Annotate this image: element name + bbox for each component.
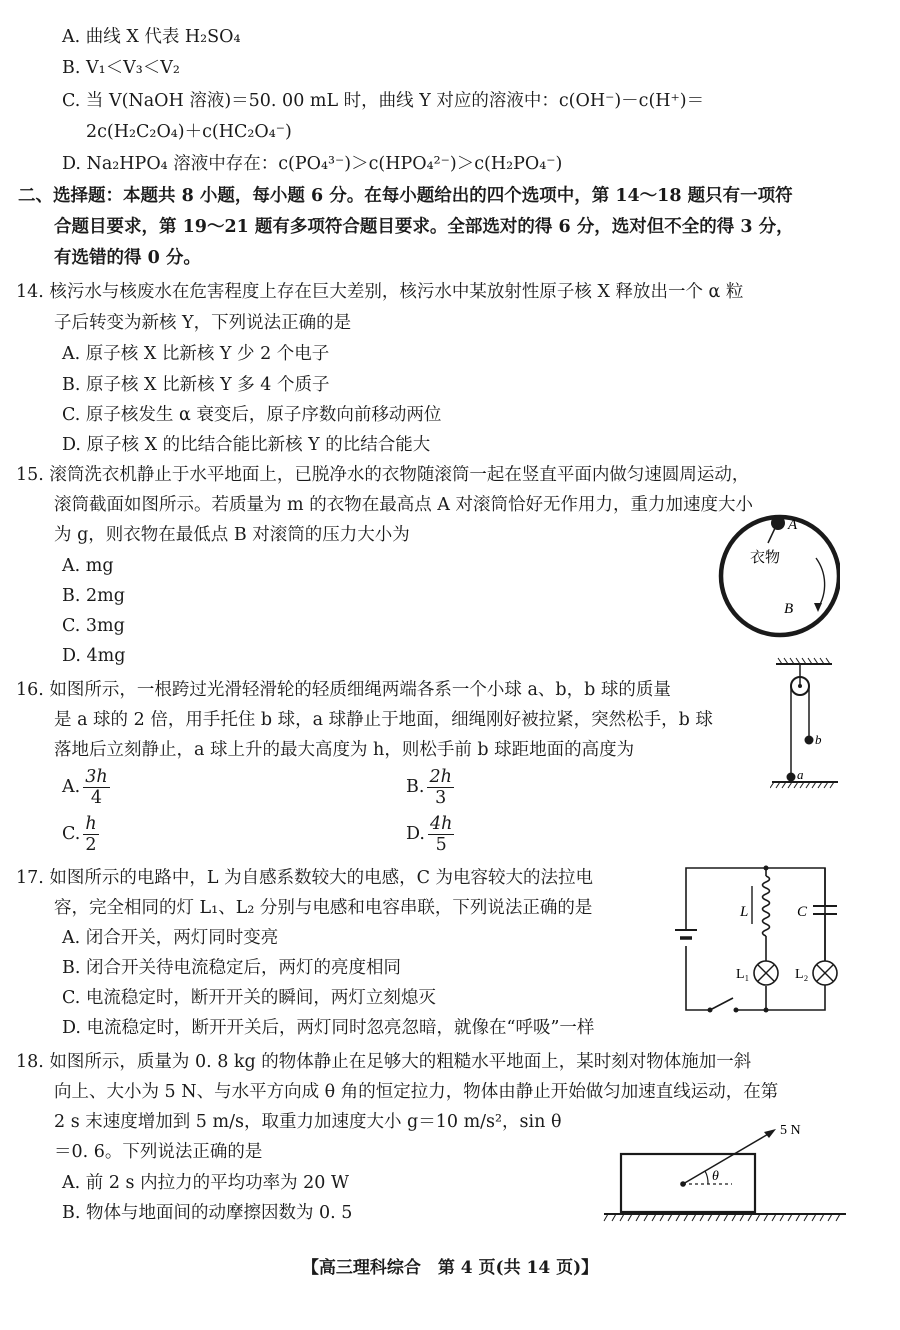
- q15-option-b: B. 2mg: [62, 586, 125, 606]
- q15-stem-line3: 为 g，则衣物在最低点 B 对滚筒的压力大小为: [54, 525, 410, 545]
- q16-option-d: D. $\frac{4h}{5}$: [406, 814, 453, 855]
- q16-pulley-figure: [770, 656, 848, 796]
- lamp-l1: [754, 961, 778, 985]
- q14-option-d: D. 原子核 X 的比结合能比新核 Y 的比结合能大: [62, 435, 431, 455]
- q13-option-d: D. Na₂HPO₄ 溶液中存在：c(PO₄³⁻)＞c(HPO₄²⁻)＞c(H₂PO₄⁻): [62, 154, 563, 174]
- q17-circuit-figure: [670, 858, 852, 1018]
- rotation-arrow: [816, 558, 825, 608]
- force-arrow: [683, 1133, 770, 1184]
- inductor-coil: [763, 876, 770, 936]
- q16-stem-line1: 16. 如图所示，一根跨过光滑轻滑轮的轻质细绳两端各系一个小球 a、b，b 球的质量: [16, 680, 671, 700]
- q18-stem-line2: 向上、大小为 5 N、与水平方向成 θ 角的恒定拉力，物体由静止开始做匀加速直线运动，在第: [54, 1082, 779, 1102]
- label-clothes: 衣物: [750, 548, 781, 566]
- q17-option-a: A. 闭合开关，两灯同时变亮: [62, 928, 279, 948]
- q15-drum-figure: [718, 500, 840, 650]
- label-l1: L₁: [736, 967, 750, 982]
- q16-stem-line2: 是 a 球的 2 倍，用手托住 b 球，a 球静止于地面，细绳刚好被拉紧，突然松手，b 球: [54, 710, 713, 730]
- q18-stem-line4: ＝0. 6。下列说法正确的是: [54, 1142, 263, 1162]
- q13-option-c-line2: 2c(H₂C₂O₄)＋c(HC₂O₄⁻): [86, 122, 292, 142]
- label-c: C: [797, 904, 808, 920]
- q14-option-c: C. 原子核发生 α 衰变后，原子序数向前移动两位: [62, 405, 442, 425]
- q17-option-c: C. 电流稳定时，断开开关的瞬间，两灯立刻熄灭: [62, 988, 436, 1008]
- label-force: 5 N: [780, 1124, 801, 1138]
- q13-option-c-line1: C. 当 V(NaOH 溶液)＝50. 00 mL 时，曲线 Y 对应的溶液中：c(OH⁻)－c(H⁺)＝: [62, 91, 705, 111]
- lamp-l2: [813, 914, 837, 985]
- ball-b: [805, 736, 814, 745]
- label-l2: L₂: [795, 967, 809, 982]
- q16-option-a: A. $\frac{3h}{4}$: [62, 767, 108, 808]
- label-a: a: [797, 767, 804, 782]
- q13-option-b: B. V₁＜V₃＜V₂: [62, 58, 180, 78]
- section-header-line1: 二、选择题：本题共 8 小题，每小题 6 分。在每小题给出的四个选项中，第 14～18 题只有一项符: [18, 186, 793, 206]
- clothes-dot: [771, 516, 785, 530]
- q18-stem-line1: 18. 如图所示，质量为 0. 8 kg 的物体静止在足够大的粗糙水平地面上，某时刻对物体施加一斜: [16, 1052, 752, 1072]
- q14-stem-line2: 子后转变为新核 Y，下列说法正确的是: [54, 313, 352, 333]
- q16-stem-line3: 落地后立刻静止，a 球上升的最大高度为 h，则松手前 b 球距地面的高度为: [54, 740, 635, 760]
- q17-stem-line1: 17. 如图所示的电路中，L 为自感系数较大的电感，C 为电容较大的法拉电: [16, 868, 594, 888]
- q18-block-figure: [600, 1124, 850, 1228]
- q17-option-d: D. 电流稳定时，断开开关后，两灯同时忽亮忽暗，就像在“呼吸”一样: [62, 1018, 595, 1038]
- q16-option-b: B. $\frac{2h}{3}$: [406, 767, 452, 808]
- q16-option-c: C. $\frac{h}{2}$: [62, 814, 97, 855]
- drum-circle: [721, 517, 839, 635]
- q18-option-a: A. 前 2 s 内拉力的平均功率为 20 W: [62, 1173, 349, 1193]
- q15-stem-line1: 15. 滚筒洗衣机静止于水平地面上，已脱净水的衣物随滚筒一起在竖直平面内做匀速圆周运动，: [16, 465, 750, 485]
- q15-option-a: A. mg: [62, 556, 114, 576]
- q18-option-b: B. 物体与地面间的动摩擦因数为 0. 5: [62, 1203, 353, 1223]
- block: [621, 1154, 755, 1212]
- label-b: b: [815, 732, 822, 747]
- q13-option-a: A. 曲线 X 代表 H₂SO₄: [62, 27, 241, 47]
- q15-option-d: D. 4mg: [62, 646, 126, 666]
- label-theta: θ: [712, 1169, 719, 1184]
- label-a: A: [788, 517, 798, 533]
- q14-option-a: A. 原子核 X 比新核 Y 少 2 个电子: [62, 344, 330, 364]
- section-header-line2: 合题目要求，第 19～21 题有多项符合题目要求。全部选对的得 6 分，选对但不全的得 3 分，: [54, 217, 794, 237]
- q14-option-b: B. 原子核 X 比新核 Y 多 4 个质子: [62, 375, 330, 395]
- q15-stem-line2: 滚筒截面如图所示。若质量为 m 的衣物在最高点 A 对滚筒恰好无作用力，重力加速度大小: [54, 495, 753, 515]
- page-footer: 【高三理科综合 第 4 页(共 14 页)】: [301, 1258, 599, 1278]
- label-b: B: [784, 601, 794, 617]
- label-l: L: [740, 904, 749, 920]
- q17-stem-line2: 容，完全相同的灯 L₁、L₂ 分别与电感和电容串联，下列说法正确的是: [54, 898, 593, 918]
- q14-stem-line1: 14. 核污水与核废水在危害程度上存在巨大差别，核污水中某放射性原子核 X 释放出一个 α 粒: [16, 282, 744, 302]
- q15-option-c: C. 3mg: [62, 616, 125, 636]
- section-header-line3: 有选错的得 0 分。: [54, 248, 201, 268]
- ball-a: [787, 773, 796, 782]
- q17-option-b: B. 闭合开关待电流稳定后，两灯的亮度相同: [62, 958, 401, 978]
- q18-stem-line3: 2 s 末速度增加到 5 m/s，取重力加速度大小 g＝10 m/s²，sin θ: [54, 1112, 562, 1132]
